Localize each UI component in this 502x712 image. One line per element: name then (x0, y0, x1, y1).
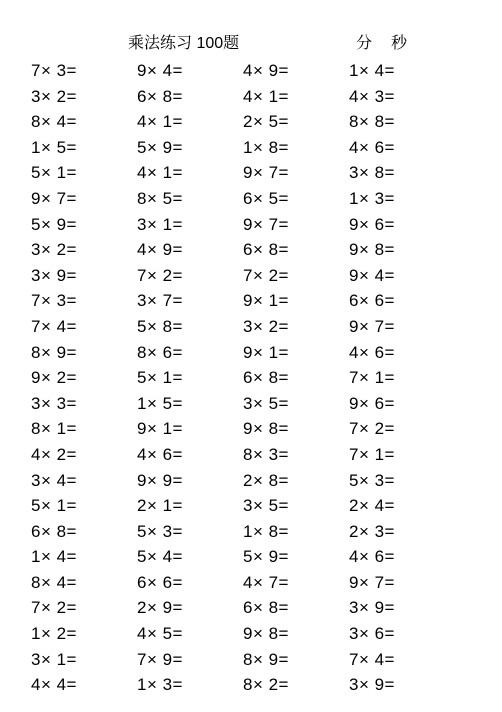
multiplication-problem: 4× 6= (349, 547, 395, 567)
multiplication-problem: 1× 3= (137, 675, 183, 695)
multiplication-problem: 2× 1= (137, 496, 183, 516)
multiplication-problem: 7× 2= (349, 419, 395, 439)
multiplication-problem: 2× 8= (243, 470, 289, 490)
multiplication-problem: 4× 1= (243, 86, 289, 106)
worksheet-header (0, 33, 502, 55)
multiplication-problem: 4× 9= (137, 240, 183, 260)
multiplication-problem: 3× 2= (243, 316, 289, 336)
multiplication-problem: 9× 2= (31, 368, 77, 388)
multiplication-problem: 6× 8= (243, 368, 289, 388)
multiplication-problem: 7× 3= (31, 61, 77, 80)
multiplication-problem: 1× 4= (349, 61, 395, 80)
multiplication-problem: 3× 5= (243, 393, 289, 413)
minute-label: 分 (356, 35, 373, 52)
multiplication-problem: 9× 4= (349, 265, 395, 285)
worksheet-title: 乘法练习 100题 (128, 35, 240, 52)
multiplication-problem: 3× 9= (349, 675, 395, 695)
multiplication-problem: 3× 5= (243, 496, 289, 516)
multiplication-problem: 9× 7= (31, 188, 77, 208)
multiplication-problem: 9× 4= (137, 61, 183, 80)
multiplication-problem: 6× 5= (243, 188, 289, 208)
multiplication-problem: 6× 8= (137, 86, 183, 106)
multiplication-problem: 3× 1= (31, 649, 77, 669)
multiplication-problem: 7× 2= (137, 265, 183, 285)
multiplication-problem: 4× 6= (137, 444, 183, 464)
multiplication-problem: 5× 1= (31, 496, 77, 516)
multiplication-problem: 9× 6= (349, 393, 395, 413)
multiplication-problem: 5× 9= (243, 547, 289, 567)
multiplication-problem: 9× 7= (243, 163, 289, 183)
multiplication-problem: 4× 1= (137, 112, 183, 132)
multiplication-problem: 4× 5= (137, 624, 183, 644)
multiplication-problem: 1× 8= (243, 521, 289, 541)
multiplication-problem: 9× 7= (349, 572, 395, 592)
multiplication-problem: 4× 7= (243, 572, 289, 592)
multiplication-problem: 3× 8= (349, 163, 395, 183)
multiplication-problem: 7× 2= (243, 265, 289, 285)
multiplication-problem: 2× 4= (349, 496, 395, 516)
multiplication-problem: 3× 4= (31, 470, 77, 490)
multiplication-problem: 8× 1= (31, 419, 77, 439)
multiplication-problem: 1× 3= (349, 188, 395, 208)
multiplication-problem: 3× 3= (31, 393, 77, 413)
multiplication-problem: 7× 4= (349, 649, 395, 669)
multiplication-problem: 3× 1= (137, 214, 183, 234)
multiplication-problem: 5× 8= (137, 316, 183, 336)
multiplication-problem: 9× 7= (243, 214, 289, 234)
multiplication-problem: 9× 8= (243, 419, 289, 439)
multiplication-problem: 9× 6= (349, 214, 395, 234)
multiplication-problem: 3× 9= (349, 598, 395, 618)
multiplication-problem: 8× 9= (31, 342, 77, 362)
multiplication-problem: 4× 4= (31, 675, 77, 695)
multiplication-problem: 8× 4= (31, 572, 77, 592)
multiplication-problem: 5× 1= (137, 368, 183, 388)
multiplication-problem: 9× 1= (137, 419, 183, 439)
multiplication-problem: 8× 2= (243, 675, 289, 695)
multiplication-problem: 8× 6= (137, 342, 183, 362)
multiplication-problem: 6× 6= (137, 572, 183, 592)
multiplication-problem: 7× 2= (31, 598, 77, 618)
problem-grid (31, 58, 471, 698)
multiplication-problem: 1× 8= (243, 137, 289, 157)
multiplication-problem: 1× 5= (137, 393, 183, 413)
multiplication-problem: 6× 8= (243, 598, 289, 618)
multiplication-problem: 2× 3= (349, 521, 395, 541)
multiplication-problem: 5× 4= (137, 547, 183, 567)
multiplication-problem: 4× 1= (137, 163, 183, 183)
multiplication-problem: 5× 9= (137, 137, 183, 157)
multiplication-problem: 3× 9= (31, 265, 77, 285)
multiplication-problem: 1× 5= (31, 137, 77, 157)
multiplication-problem: 3× 2= (31, 240, 77, 260)
multiplication-problem: 3× 2= (31, 86, 77, 106)
multiplication-problem: 4× 2= (31, 444, 77, 464)
multiplication-problem: 1× 2= (31, 624, 77, 644)
multiplication-problem: 7× 3= (31, 291, 77, 311)
multiplication-problem: 7× 4= (31, 316, 77, 336)
multiplication-problem: 5× 9= (31, 214, 77, 234)
multiplication-problem: 2× 9= (137, 598, 183, 618)
multiplication-problem: 3× 7= (137, 291, 183, 311)
multiplication-problem: 4× 9= (243, 61, 289, 80)
multiplication-problem: 8× 3= (243, 444, 289, 464)
multiplication-problem: 9× 7= (349, 316, 395, 336)
multiplication-problem: 8× 4= (31, 112, 77, 132)
multiplication-problem: 5× 1= (31, 163, 77, 183)
multiplication-problem: 9× 8= (349, 240, 395, 260)
multiplication-problem: 8× 5= (137, 188, 183, 208)
multiplication-problem: 9× 9= (137, 470, 183, 490)
multiplication-problem: 9× 1= (243, 342, 289, 362)
multiplication-problem: 4× 6= (349, 137, 395, 157)
multiplication-problem: 7× 1= (349, 368, 395, 388)
multiplication-problem: 9× 8= (243, 624, 289, 644)
multiplication-problem: 8× 9= (243, 649, 289, 669)
multiplication-problem: 6× 6= (349, 291, 395, 311)
second-label: 秒 (391, 35, 408, 52)
multiplication-problem: 7× 1= (349, 444, 395, 464)
multiplication-problem: 3× 6= (349, 624, 395, 644)
multiplication-problem: 1× 4= (31, 547, 77, 567)
multiplication-problem: 7× 9= (137, 649, 183, 669)
multiplication-problem: 9× 1= (243, 291, 289, 311)
multiplication-problem: 4× 6= (349, 342, 395, 362)
multiplication-problem: 6× 8= (243, 240, 289, 260)
multiplication-problem: 6× 8= (31, 521, 77, 541)
multiplication-problem: 4× 3= (349, 86, 395, 106)
multiplication-problem: 8× 8= (349, 112, 395, 132)
multiplication-problem: 2× 5= (243, 112, 289, 132)
multiplication-problem: 5× 3= (137, 521, 183, 541)
multiplication-problem: 5× 3= (349, 470, 395, 490)
